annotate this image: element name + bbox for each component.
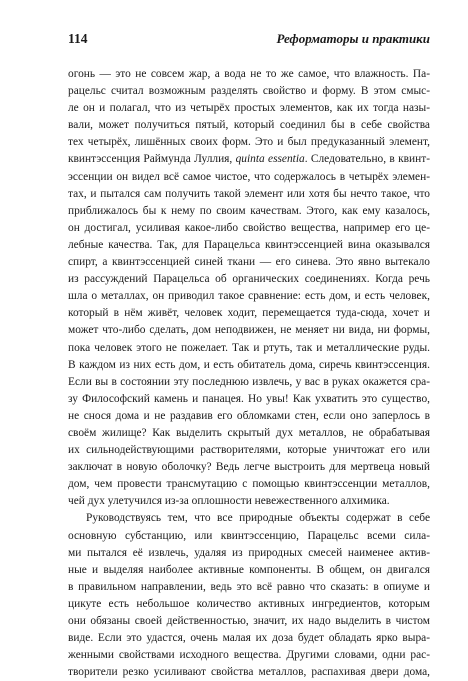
text-line: основную субстанцию, или квинтэссенцию, Парацельс всеми сила- [68,529,430,542]
text-line: своём жилище? Как выделить скрытый дух металлов, не обрабатывая [68,426,430,439]
text-line: В каждом из них есть дом, и есть обитатель дома, сиречь квинтэссенция. [68,358,430,371]
text-line: не снося дома и не раздавив его обломками стен, если оно заперлось в [68,409,430,422]
text-line: ми пытался её извлечь, удаляя из природных смесей наименее актив- [68,546,430,559]
text-line: они обязаны своей действенностью, значит, их надо выделить в чистом [68,615,430,627]
text-line: вали, может получиться пятый, который соединил бы в себе свойства [68,119,430,132]
text-line: квинтэссенция Раймунда Луллия, quinta essentia. Следовательно, в квинт- [68,153,430,166]
paragraph-1 [68,66,430,510]
running-head: Реформаторы и практики [276,31,430,46]
text-line: лебные качества. Так, для Парацельса квинтэссенцией вина оказывался [68,238,430,251]
text-line: творители резко усиливают свойства металлов, распахивая двери дома, [68,666,430,679]
body-text [68,66,430,681]
text-line: эссенции он видел всё самое чистое, что содержалось в четырёх элемен- [68,170,430,183]
page-header [68,30,430,52]
text-line: огонь — это не совсем жар, а вода не то же самое, что влажность. Па- [68,68,430,80]
text-line: может что-либо сделать, дом неподвижен, не меняет ни вида, ни формы, [68,324,430,337]
text-line: тех четырёх, лишённых своих форм. Это и был предуказанный элемент, [68,136,430,149]
text-line: чей дух улетучился из-за оплошности невежественного алхимика. [68,495,390,508]
text-line: который в нём живёт, человек ходит, перемещается туда-сюда, хочет и [68,307,430,320]
text-line: зу Философский камень и панацея. Но увы! Как ухватить это существо, [68,392,430,405]
page-number: 114 [68,31,88,46]
text-line: дом, чем провести трансмутацию с помощью квинтэссенции металлов, [68,478,430,491]
text-line: тах, и пытался сам получить такой элемент или хотя бы нечто такое, что [68,187,430,200]
text-line: пока человек этого не пожелает. Так и ртуть, так и металлические руды. [68,341,430,354]
latin-term: quinta essentia [235,153,305,166]
text-line: приближалось бы к нему по своим качествам. Этого, как ему казалось, [68,204,430,217]
text-line: он достигал, усиливая какое-либо свойство вещества, например его це- [68,221,430,234]
text-line: ле он и полагал, что из четырёх простых элементов, как их тогда назы- [68,102,430,115]
text-line: их сильнодействующими растворителями, которые уничтожат его или [68,444,430,457]
text-line: виде. Если это удастся, очень малая их доза будет обладать ярко выра- [68,632,430,645]
text-line: заключат в новую оболочку? Ведь легче выстроить для мертвеца новый [68,461,430,474]
text-line: цикуте есть небольшое количество активных ингредиентов, которым [68,597,430,610]
text-line: в правильном направлении, ведь это всё равно что сказать: в опиуме и [68,580,430,593]
text-line: рацельс считал возможным разделять свойство и форму. В этом смыс- [68,85,430,98]
text-line: Если вы в состоянии эту последнюю извлечь, у вас в руках окажется сра- [68,375,430,388]
text-line: шла о металлах, он приводил такое сравнение: есть дом, и есть человек, [68,290,430,303]
text-line: Руководствуясь тем, что все природные объекты содержат в себе [86,512,430,525]
text-line: из рассуждений Парацельса об органических соединениях. Когда речь [68,273,430,286]
text-line: женными свойствами исходного вещества. Другими словами, одни рас- [68,649,430,662]
text-line: ные и выделяя наиболее активные компоненты. В общем, он двигался [68,563,430,576]
paragraph-2 [68,510,430,681]
text-line: спирт, а квинтэссенцией синей ткани — его синева. Это явно вытекало [68,256,430,269]
